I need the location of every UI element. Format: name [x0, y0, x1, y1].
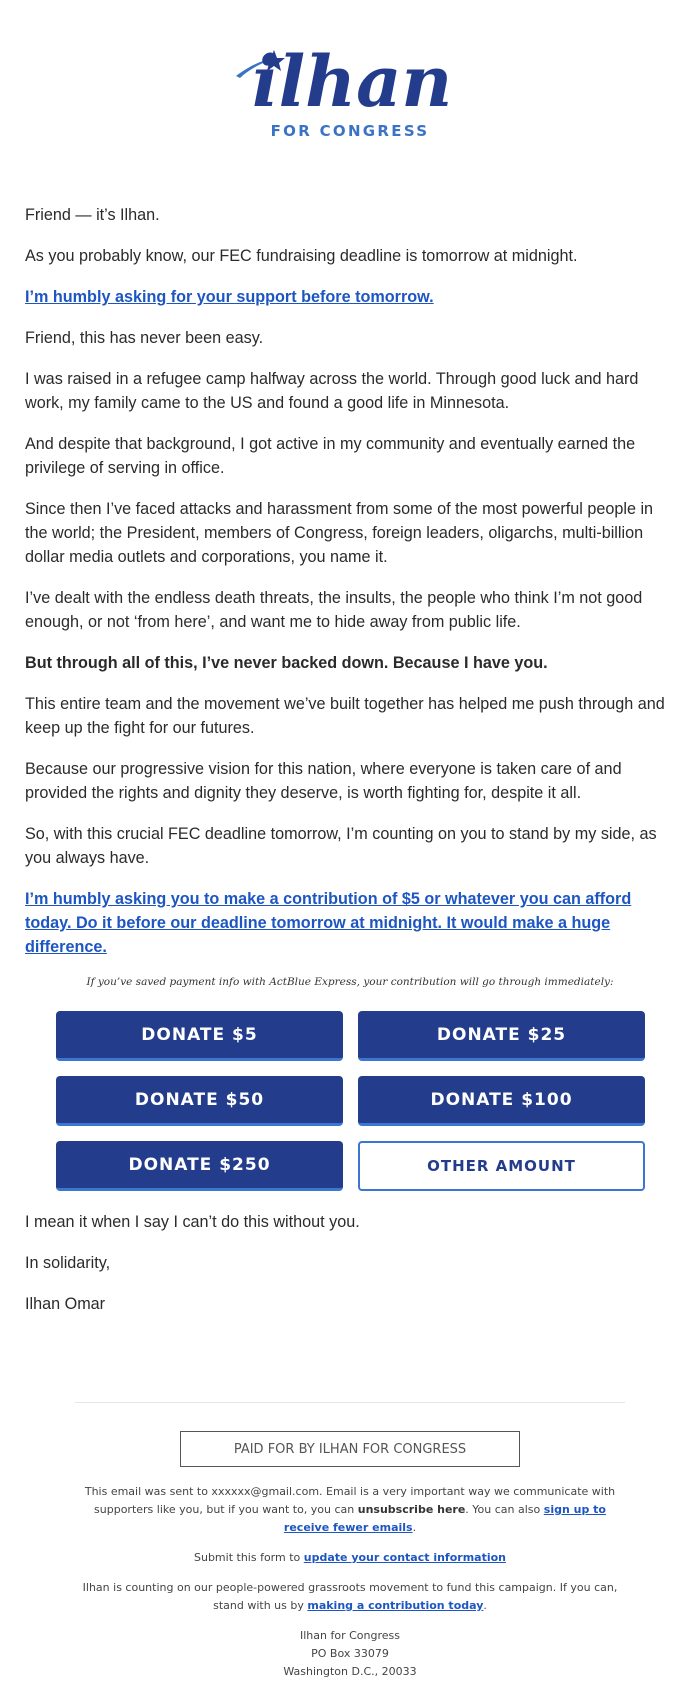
- ilhan-wordmark: [230, 42, 470, 122]
- address-line-1: Ilhan for Congress: [300, 1629, 400, 1642]
- email-body: [25, 203, 675, 1002]
- signature-name: Ilhan Omar: [25, 1295, 106, 1313]
- donate-100-button[interactable]: DONATE $100: [358, 1076, 645, 1126]
- closing: [25, 1210, 675, 1333]
- other-amount-button[interactable]: OTHER AMOUNT: [358, 1141, 645, 1191]
- update-contact-link[interactable]: update your contact information: [303, 1551, 506, 1564]
- donate-50-button[interactable]: DONATE $50: [56, 1076, 343, 1126]
- footer-sent-mid: . You can also: [465, 1503, 544, 1516]
- address-line-3: Washington D.C., 20033: [283, 1665, 417, 1678]
- paragraph-attacks: Since then I’ve faced attacks and harassment from some of the most powerful people in the world; the President, members of Congress, foreign leaders, oligarchs, multi-billion dollar media outlets and corporations, you name it.: [25, 500, 654, 566]
- greeting: Friend — it’s Ilhan.: [25, 206, 160, 224]
- footer-counting-text: Ilhan is counting on our people-powered grassroots movement to fund this campaign. If you can, stand with us by: [82, 1581, 618, 1612]
- paragraph-link-support: [25, 285, 675, 309]
- footer-counting: [75, 1579, 625, 1615]
- actblue-fine-print: If you’ve saved payment info with ActBlue Express, your contribution will go through immediately:: [86, 976, 614, 988]
- logo-subtitle: FOR CONGRESS: [270, 122, 430, 140]
- footer-submit-text: Submit this form to: [193, 1551, 304, 1564]
- unsubscribe-link[interactable]: unsubscribe here: [357, 1503, 466, 1516]
- donate-25-button[interactable]: DONATE $25: [358, 1011, 645, 1061]
- paragraph-deadline: As you probably know, our FEC fundraising deadline is tomorrow at midnight.: [25, 247, 578, 265]
- footer-divider: [75, 1402, 625, 1403]
- contribution-link[interactable]: I’m humbly asking you to make a contribution of $5 or whatever you can afford today. Do it before our deadline tomorrow at midnight. It would make a huge difference.: [25, 890, 632, 956]
- donate-250-button[interactable]: DONATE $250: [56, 1141, 343, 1191]
- closing-line: I mean it when I say I can’t do this without you.: [25, 1213, 360, 1231]
- paragraph-team: This entire team and the movement we’ve built together has helped me push through and keep up the fight for our futures.: [25, 695, 665, 737]
- footer-sent-end: .: [412, 1521, 417, 1534]
- campaign-logo: [0, 42, 700, 152]
- fewer-emails-link[interactable]: sign up to receive fewer emails: [283, 1503, 606, 1534]
- footer-counting-end: .: [483, 1599, 487, 1612]
- footer-submit-form: [75, 1549, 625, 1567]
- paragraph-threats: I’ve dealt with the endless death threats, the insults, the people who think I’m not good enough, or not ‘from here’, and want me to hide away from public life.: [25, 589, 643, 631]
- footer-address: [75, 1627, 625, 1681]
- contribution-today-link[interactable]: making a contribution today: [307, 1599, 484, 1612]
- footer: [75, 1483, 625, 1693]
- paid-for-box: PAID FOR BY ILHAN FOR CONGRESS: [180, 1431, 520, 1467]
- paragraph-link-contribution: [25, 887, 675, 959]
- paragraph-never-easy: Friend, this has never been easy.: [25, 329, 264, 347]
- footer-sent-text: This email was sent to xxxxxx@gmail.com. Email is a very important way we communicate with supporters like you, but if you want to, you can: [84, 1485, 616, 1516]
- paragraph-background: And despite that background, I got active in my community and eventually earned the privilege of serving in office.: [25, 435, 636, 477]
- support-link[interactable]: I’m humbly asking for your support before tomorrow.: [25, 288, 434, 306]
- paragraph-never-backed-down: But through all of this, I’ve never backed down. Because I have you.: [25, 654, 548, 672]
- paragraph-refugee: I was raised in a refugee camp halfway across the world. Through good luck and hard work, my family came to the US and found a good life in Minnesota.: [25, 370, 639, 412]
- paragraph-counting: So, with this crucial FEC deadline tomorrow, I’m counting on you to stand by my side, as you always have.: [25, 825, 657, 867]
- footer-sent-notice: [75, 1483, 625, 1537]
- logo-wordmark: ilhan: [252, 42, 453, 122]
- address-line-2: PO Box 33079: [311, 1647, 389, 1660]
- paragraph-vision: Because our progressive vision for this nation, where everyone is taken care of and provided the rights and dignity they deserve, is worth fighting for, despite it all.: [25, 760, 622, 802]
- donate-5-button[interactable]: DONATE $5: [56, 1011, 343, 1061]
- signoff: In solidarity,: [25, 1254, 111, 1272]
